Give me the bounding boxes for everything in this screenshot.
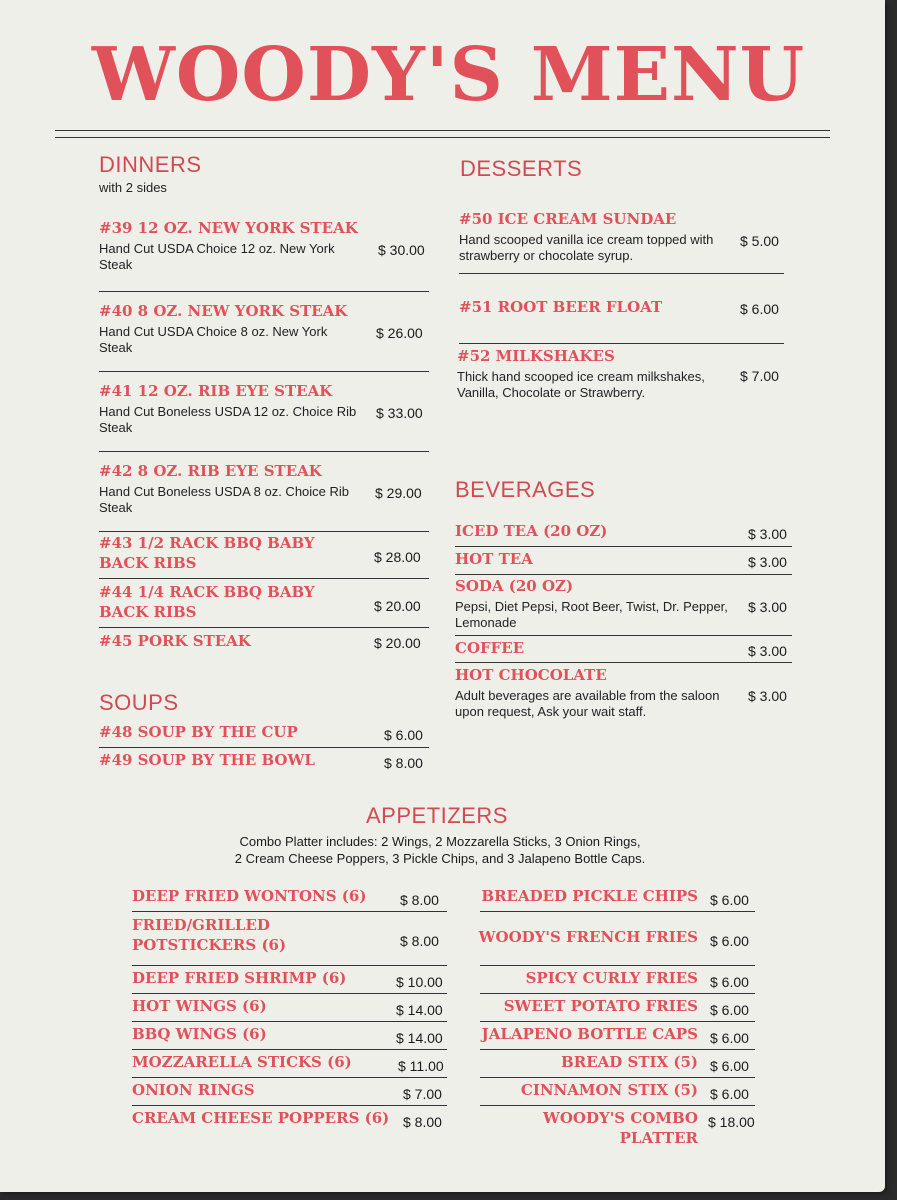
item-price: $ 8.00 — [400, 892, 439, 908]
beverage-item-hot-chocolate — [455, 665, 730, 720]
item-name: BREADED PICKLE CHIPS — [481, 887, 698, 905]
divider — [99, 371, 429, 372]
divider — [459, 343, 784, 344]
appetizer-left-3 — [132, 996, 267, 1016]
dinner-item-42 — [99, 461, 359, 516]
item-desc: Hand Cut Boneless USDA 12 oz. Choice Rib Steak — [99, 404, 357, 435]
appetizer-right-0 — [470, 886, 698, 906]
dinner-item-44 — [99, 582, 359, 622]
divider — [480, 993, 755, 994]
item-name: #43 1/2 RACK BBQ BABY BACK RIBS — [99, 534, 315, 572]
appetizer-left-4 — [132, 1024, 267, 1044]
item-name: #45 PORK STEAK — [99, 632, 251, 650]
item-name: #44 1/4 RACK BBQ BABY BACK RIBS — [99, 583, 315, 621]
title-rule-top — [55, 130, 830, 131]
divider — [480, 1021, 755, 1022]
item-price: $ 26.00 — [376, 325, 423, 341]
item-price: $ 6.00 — [710, 1058, 749, 1074]
combo-note — [150, 833, 730, 867]
desserts-heading: DESSERTS — [460, 156, 583, 181]
divider — [480, 911, 755, 912]
divider — [99, 747, 429, 748]
item-desc: Adult beverages are available from the saloon upon request, Ask your wait staff. — [455, 688, 720, 719]
item-name: FRIED/GRILLED POTSTICKERS (6) — [132, 916, 287, 954]
item-name: #41 12 OZ. RIB EYE STEAK — [99, 382, 333, 400]
item-name: CINNAMON STIX (5) — [520, 1081, 698, 1099]
beverage-item-coffee — [455, 638, 524, 658]
item-name: HOT CHOCOLATE — [455, 666, 607, 684]
item-price: $ 3.00 — [748, 688, 787, 704]
divider — [132, 1077, 447, 1078]
dinner-item-41 — [99, 381, 359, 436]
item-name: MOZZARELLA STICKS (6) — [132, 1053, 352, 1071]
item-price: $ 6.00 — [710, 933, 749, 949]
item-desc: Pepsi, Diet Pepsi, Root Beer, Twist, Dr. Pepper, Lemonade — [455, 599, 728, 630]
item-price: $ 6.00 — [710, 974, 749, 990]
item-price: $ 6.00 — [710, 1002, 749, 1018]
appetizer-left-5 — [132, 1052, 352, 1072]
item-desc: Hand Cut Boneless USDA 8 oz. Choice Rib Steak — [99, 484, 350, 515]
item-name: #50 ICE CREAM SUNDAE — [459, 210, 677, 228]
appetizer-left-1 — [132, 915, 292, 955]
item-price: $ 3.00 — [748, 526, 787, 542]
appetizer-right-5 — [470, 1052, 698, 1072]
dinner-item-40 — [99, 301, 359, 356]
appetizer-right-3 — [470, 996, 698, 1016]
appetizer-right-6 — [470, 1080, 698, 1100]
item-name: #52 MILKSHAKES — [457, 347, 615, 365]
menu-title: WOODY'S MENU — [91, 32, 806, 118]
divider — [99, 291, 429, 292]
item-desc: Thick hand scooped ice cream milkshakes, Vanilla, Chocolate or Strawberry. — [457, 369, 705, 400]
item-price: $ 3.00 — [748, 643, 787, 659]
item-desc: Hand Cut USDA Choice 8 oz. New York Steak — [99, 324, 328, 355]
item-name: CREAM CHEESE POPPERS (6) — [132, 1109, 390, 1127]
appetizer-right-2 — [470, 968, 698, 988]
item-desc: Hand scooped vanilla ice cream topped with strawberry or chocolate syrup. — [459, 232, 714, 263]
item-name: #51 ROOT BEER FLOAT — [459, 298, 663, 316]
item-price: $ 28.00 — [374, 549, 421, 565]
divider — [99, 531, 429, 532]
item-price: $ 8.00 — [400, 933, 439, 949]
item-price: $ 8.00 — [384, 755, 423, 771]
divider — [455, 635, 792, 636]
item-price: $ 6.00 — [710, 1030, 749, 1046]
item-price: $ 3.00 — [748, 554, 787, 570]
divider — [455, 574, 792, 575]
combo-note-line-1: Combo Platter includes: 2 Wings, 2 Mozzarella Sticks, 3 Onion Rings, — [239, 834, 641, 849]
divider — [99, 578, 429, 579]
divider — [132, 1049, 447, 1050]
item-name: #40 8 OZ. NEW YORK STEAK — [99, 302, 348, 320]
divider — [132, 1021, 447, 1022]
item-name: SPICY CURLY FRIES — [525, 969, 698, 987]
divider — [455, 546, 792, 547]
appetizer-right-4 — [470, 1024, 698, 1044]
beverages-heading: BEVERAGES — [455, 477, 596, 502]
item-name: COFFEE — [455, 639, 525, 657]
item-name: #49 SOUP BY THE BOWL — [99, 751, 315, 769]
item-price: $ 20.00 — [374, 635, 421, 651]
item-name: #42 8 OZ. RIB EYE STEAK — [99, 462, 322, 480]
beverage-item-soda — [455, 576, 735, 631]
item-name: HOT TEA — [455, 550, 533, 568]
appetizer-right-7 — [470, 1108, 698, 1148]
divider — [459, 273, 784, 274]
appetizer-left-7 — [132, 1108, 389, 1128]
dinner-item-43 — [99, 533, 359, 573]
item-price: $ 30.00 — [378, 242, 425, 258]
item-price: $ 8.00 — [403, 1114, 442, 1130]
item-price: $ 6.00 — [710, 892, 749, 908]
divider — [455, 662, 792, 663]
divider — [132, 911, 447, 912]
beverage-item-iced-tea — [455, 521, 607, 541]
dessert-item-52 — [457, 346, 729, 401]
item-price: $ 6.00 — [740, 301, 779, 317]
item-price: $ 7.00 — [740, 368, 779, 384]
item-price: $ 7.00 — [403, 1086, 442, 1102]
divider — [132, 965, 447, 966]
title-rule-bottom — [55, 137, 830, 138]
item-name: DEEP FRIED SHRIMP (6) — [132, 969, 347, 987]
item-name: WOODY'S COMBO PLATTER — [543, 1109, 698, 1147]
item-name: DEEP FRIED WONTONS (6) — [132, 887, 367, 905]
soup-item-48 — [99, 722, 298, 742]
divider — [480, 1049, 755, 1050]
item-price: $ 6.00 — [710, 1086, 749, 1102]
dinners-subheading: with 2 sides — [99, 180, 167, 195]
item-price: $ 18.00 — [708, 1114, 755, 1130]
soups-heading: SOUPS — [99, 690, 179, 715]
appetizer-right-1 — [470, 927, 698, 947]
appetizer-left-6 — [132, 1080, 255, 1100]
item-name: JALAPENO BOTTLE CAPS — [481, 1025, 698, 1043]
combo-note-line-2: 2 Cream Cheese Poppers, 3 Pickle Chips, and 3 Jalapeno Bottle Caps. — [234, 851, 646, 866]
divider — [132, 993, 447, 994]
item-name: SWEET POTATO FRIES — [503, 997, 698, 1015]
appetizer-left-2 — [132, 968, 346, 988]
divider — [99, 451, 429, 452]
divider — [480, 965, 755, 966]
item-price: $ 10.00 — [396, 974, 443, 990]
beverage-item-hot-tea — [455, 549, 533, 569]
divider — [480, 1077, 755, 1078]
soup-item-49 — [99, 750, 315, 770]
item-price: $ 5.00 — [740, 233, 779, 249]
dinners-heading: DINNERS — [99, 152, 202, 177]
dinner-item-45 — [99, 631, 359, 651]
item-name: ONION RINGS — [132, 1081, 255, 1099]
item-desc: Hand Cut USDA Choice 12 oz. New York Steak — [99, 241, 335, 272]
item-price: $ 14.00 — [396, 1002, 443, 1018]
item-price: $ 20.00 — [374, 598, 421, 614]
item-price: $ 33.00 — [376, 405, 423, 421]
item-price: $ 11.00 — [398, 1058, 444, 1074]
item-name: #39 12 OZ. NEW YORK STEAK — [99, 219, 358, 237]
dinner-item-39 — [99, 218, 359, 273]
item-name: SODA (20 OZ) — [455, 577, 574, 595]
item-name: BBQ WINGS (6) — [132, 1025, 267, 1043]
item-price: $ 29.00 — [375, 485, 422, 501]
appetizer-left-0 — [132, 886, 366, 906]
dessert-item-51 — [459, 297, 729, 317]
item-name: ICED TEA (20 OZ) — [455, 522, 608, 540]
appetizers-heading: APPETIZERS — [366, 803, 508, 828]
item-name: BREAD STIX (5) — [561, 1053, 698, 1071]
item-name: HOT WINGS (6) — [132, 997, 267, 1015]
divider — [480, 1105, 755, 1106]
divider — [132, 1105, 447, 1106]
item-name: #48 SOUP BY THE CUP — [99, 723, 298, 741]
item-name: WOODY'S FRENCH FRIES — [478, 928, 698, 946]
item-price: $ 3.00 — [748, 599, 787, 615]
item-price: $ 6.00 — [384, 727, 423, 743]
item-price: $ 14.00 — [396, 1030, 443, 1046]
divider — [99, 627, 429, 628]
dessert-item-50 — [459, 209, 729, 264]
